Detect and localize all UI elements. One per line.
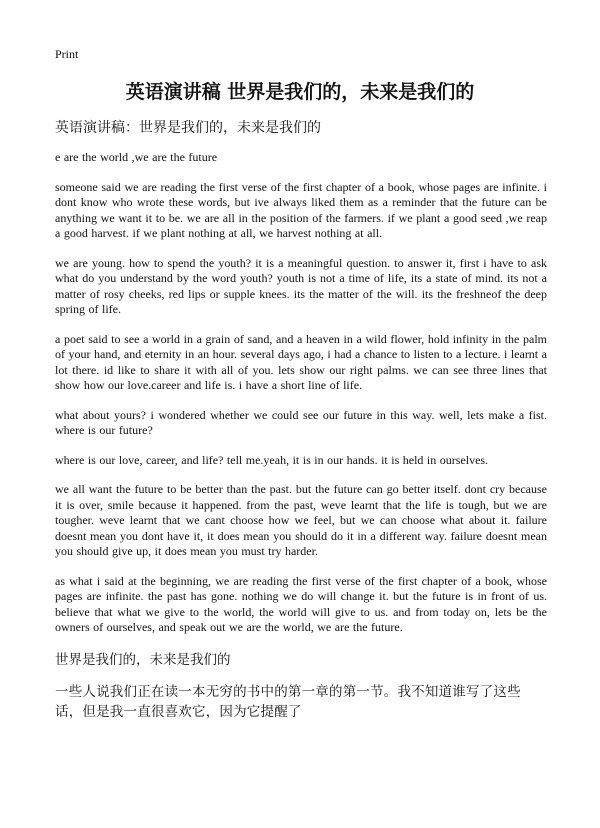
page-title: 英语演讲稿 世界是我们的，未来是我们的 [125,81,475,103]
paragraph-4: a poet said to see a world in a grain of sand, and a heaven in a wild flower, hold infinity in the palm of your hand, and eternity in an hour. several days ago, i had a chance to listen to a lecture. i learnt a lot there. id like to share it with all of you. lets show our right palms. we can see three lines that show how our love.career and life is. i have a short line of life. [55,331,547,392]
paragraph-8: as what i said at the beginning, we are reading the first verse of the first chapter of a book, whose pages are infinite. the past has gone. nothing we do will change it. but the future is in front of us. believe that what we give to the world, the world will give to us. and from today on, lets be the owners of ourselves, and speak out we are the world, we are the future. [55,573,547,634]
paragraph-3: we are young. how to spend the youth? it is a meaningful question. to answer it, first i have to ask what do you understand by the word youth? youth is not a time of life, its a state of mind. its not a matter of rosy cheeks, red lips or supple knees. its the matter of the will. its the freshneof the deep spring of life. [55,255,547,316]
article-subtitle: 英语演讲稿：世界是我们的，未来是我们的 [55,120,321,136]
paragraph-7: we all want the future to be better than the past. but the future can go better itself. dont cry because it is over, smile because it happened. from the past, weve learnt that the life is tough, but we are tougher. weve learnt that we cant choose how we feel, but we can choose what about it. failure doesnt mean you dont have it, it does mean you should do it in a different way. failure doesnt mean you should give up, it does mean you must try harder. [55,482,547,558]
paragraph-5: what about yours? i wondered whether we could see our future in this way. well, lets make a fist. where is our future? [55,407,547,437]
print-link[interactable]: Print [55,47,79,61]
paragraph-6: where is our love, career, and life? tell me.yeah, it is in our hands. it is held in ourselves. [55,452,489,467]
paragraph-1: e are the world ,we are the future [55,150,218,164]
paragraph-2: someone said we are reading the first verse of the first chapter of a book, whose pages are infinite. i dont know who wrote these words, but ive always liked them as a reminder that the future can be anything we want it to be. we are all in the position of the farmers. if we plant a good seed ,we reap a good harvest. if we plant nothing at all, we harvest nothing at all. [55,179,547,240]
chinese-paragraph: 一些人说我们正在读一本无穷的书中的第一章的第一节。我不知道谁写了这些话，但是我一直很喜欢它，因为它提醒了 [55,683,521,720]
chinese-section-heading: 世界是我们的，未来是我们的 [55,651,231,668]
article-body [55,150,547,722]
